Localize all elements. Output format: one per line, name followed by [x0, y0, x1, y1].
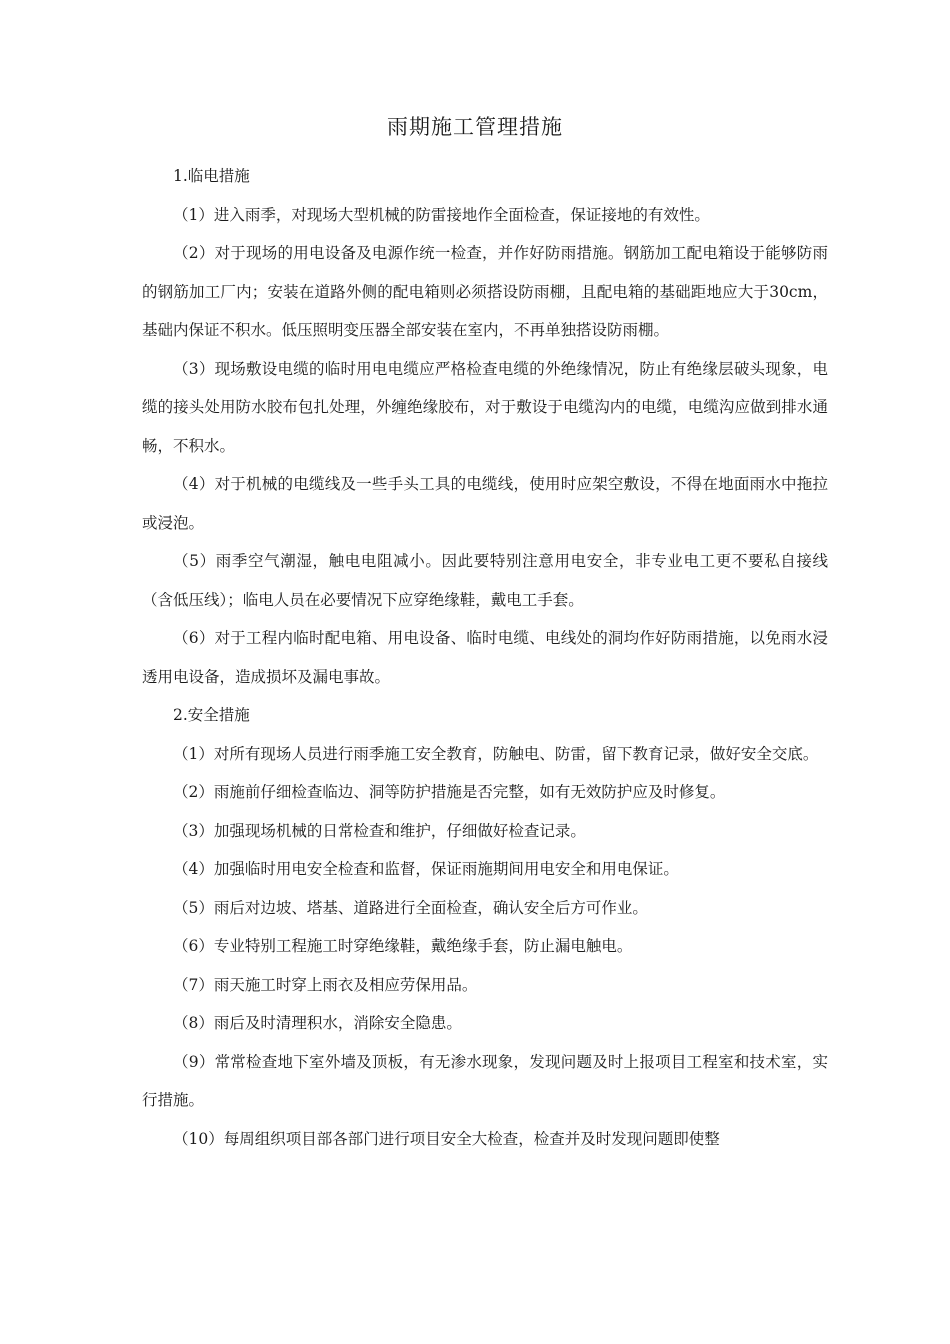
- safety-item-2: （2）雨施前仔细检查临边、洞等防护措施是否完整，如有无效防护应及时修复。: [173, 783, 726, 801]
- power-item-2: （2）对于现场的用电设备及电源作统一检查，并作好防雨措施。钢筋加工配电箱设于能够防雨的钢筋加工厂内；安装在道路外侧的配电箱则必须搭设防雨棚，且配电箱的基础距地应大于30cm，基础内保证不积水。低压照明变压器全部安装在室内，不再单独搭设防雨棚。: [142, 244, 828, 339]
- safety-item-8: （8）雨后及时清理积水，消除安全隐患。: [173, 1014, 462, 1032]
- power-item-6: （6）对于工程内临时配电箱、用电设备、临时电缆、电线处的洞均作好防雨措施，以免雨水浸透用电设备，造成损坏及漏电事故。: [142, 629, 828, 686]
- power-item-4: （4）对于机械的电缆线及一些手头工具的电缆线，使用时应架空敷设，不得在地面雨水中拖拉或浸泡。: [142, 475, 828, 532]
- section-heading-power: 1.临电措施: [173, 167, 250, 185]
- safety-item-9: （9）常常检查地下室外墙及顶板，有无渗水现象，发现问题及时上报项目工程室和技术室，实行措施。: [142, 1052, 828, 1109]
- power-item-1: （1）进入雨季，对现场大型机械的防雷接地作全面检查，保证接地的有效性。: [173, 205, 710, 224]
- power-item-3: （3）现场敷设电缆的临时用电电缆应严格检查电缆的外绝缘情况，防止有绝缘层破头现象，电缆的接头处用防水胶布包扎处理，外缠绝缘胶布，对于敷设于电缆沟内的电缆，电缆沟应做到排水通畅，不积水。: [142, 359, 828, 455]
- safety-item-10: （10）每周组织项目部各部门进行项目安全大检查，检查并及时发现问题即使整: [173, 1129, 720, 1148]
- safety-item-3: （3）加强现场机械的日常检查和维护，仔细做好检查记录。: [173, 821, 586, 840]
- safety-item-4: （4）加强临时用电安全检查和监督，保证雨施期间用电安全和用电保证。: [173, 860, 679, 878]
- safety-item-1: （1）对所有现场人员进行雨季施工安全教育，防触电、防雷，留下教育记录，做好安全交底。: [173, 744, 819, 763]
- safety-item-5: （5）雨后对边坡、塔基、道路进行全面检查，确认安全后方可作业。: [173, 898, 648, 917]
- section-heading-safety: 2.安全措施: [173, 706, 250, 724]
- document-body: [142, 157, 828, 1158]
- safety-item-6: （6）专业特别工程施工时穿绝缘鞋，戴绝缘手套，防止漏电触电。: [173, 937, 633, 955]
- document-title: 雨期施工管理措施: [387, 115, 563, 139]
- power-item-5: （5）雨季空气潮湿，触电电阻减小。因此要特别注意用电安全，非专业电工更不要私自接线（含低压线）；临电人员在必要情况下应穿绝缘鞋，戴电工手套。: [142, 552, 828, 609]
- safety-item-7: （7）雨天施工时穿上雨衣及相应劳保用品。: [173, 975, 478, 994]
